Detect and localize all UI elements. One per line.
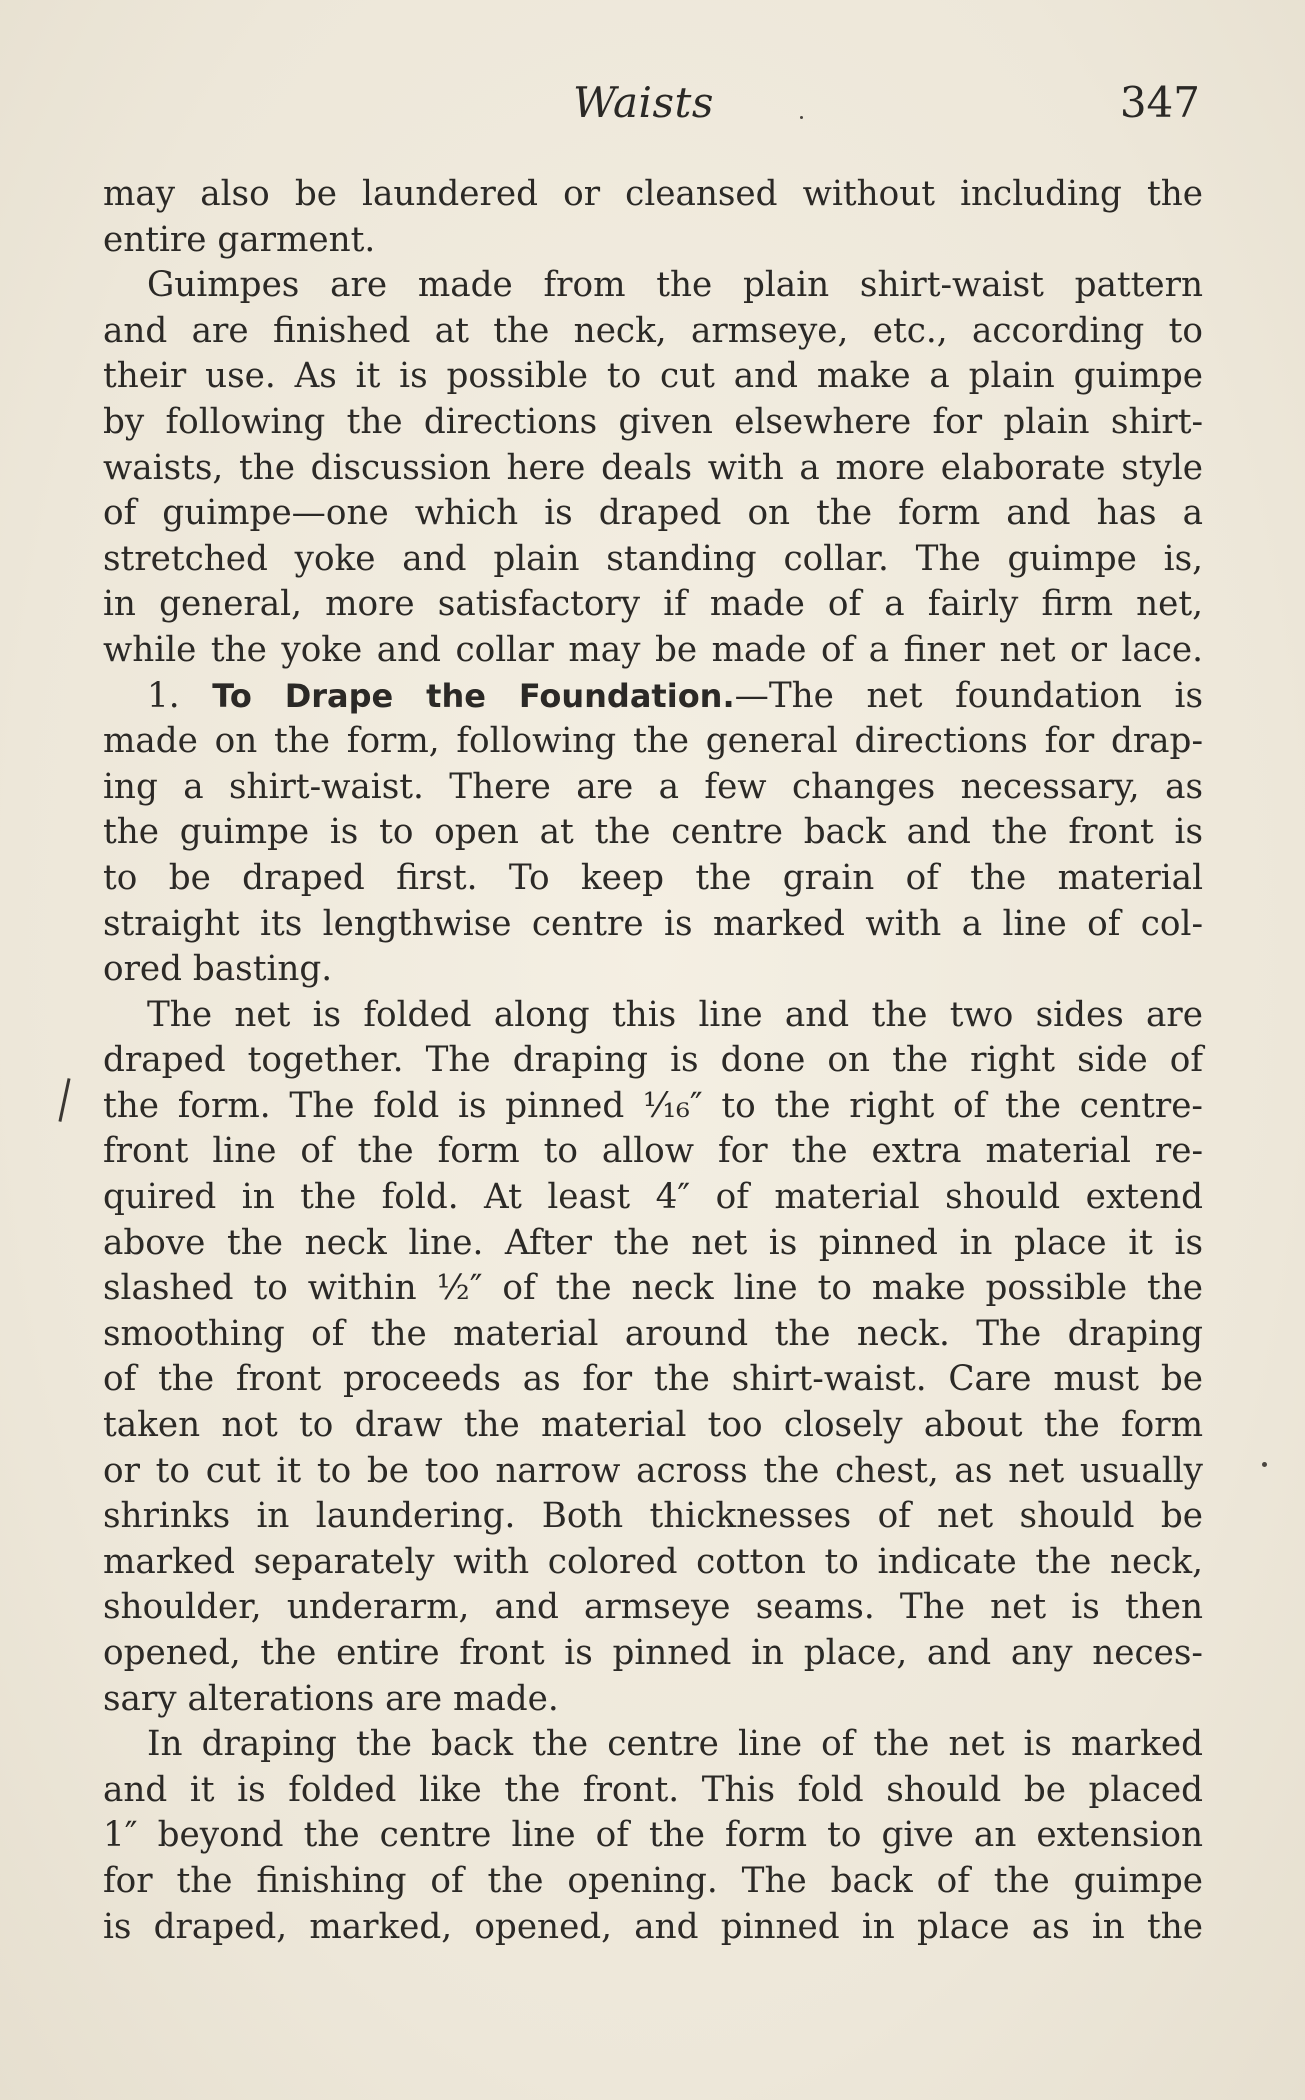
text-line: Guimpes are made from the plain shirt-waist pattern bbox=[147, 265, 1203, 306]
text-line: draped together. The draping is done on the right side of bbox=[103, 1040, 1203, 1081]
section-heading: To Drape the Foundation. bbox=[212, 676, 735, 715]
text-line: may also be laundered or cleansed without including the bbox=[103, 174, 1203, 214]
text-line: ing a shirt-waist. There are a few changes necessary, as bbox=[103, 766, 1203, 807]
text-line: the form. The fold is pinned ¹⁄₁₆″ to the right of the centre- bbox=[103, 1085, 1203, 1126]
ink-speck bbox=[1262, 1462, 1267, 1467]
text-run: —The net foundation is bbox=[734, 675, 1204, 716]
text-line: front line of the form to allow for the extra material re- bbox=[103, 1131, 1203, 1172]
text-line: slashed to within ½″ of the neck line to make possible the bbox=[103, 1268, 1203, 1309]
text-line: and are finished at the neck, armseye, etc., according to bbox=[103, 310, 1203, 351]
text-line: shoulder, underarm, and armseye seams. The net is then bbox=[103, 1587, 1203, 1628]
text-line: shrinks in laundering. Both thicknesses of net should be bbox=[103, 1496, 1203, 1537]
text-line: the guimpe is to open at the centre back and the front is bbox=[103, 812, 1203, 853]
text-line: waists, the discussion here deals with a more elaborate style bbox=[103, 447, 1203, 488]
text-line: In draping the back the centre line of the net is marked bbox=[147, 1724, 1203, 1765]
text-line: opened, the entire front is pinned in place, and any neces- bbox=[103, 1633, 1203, 1673]
text-line: stretched yoke and plain standing collar. The guimpe is, bbox=[103, 538, 1203, 579]
text-line: made on the form, following the general directions for drap- bbox=[103, 721, 1203, 762]
section-heading-line bbox=[103, 674, 1203, 720]
running-title: Waists bbox=[573, 78, 714, 127]
pencil-margin-mark bbox=[58, 1078, 70, 1122]
text-line: marked separately with colored cotton to indicate the neck, bbox=[103, 1541, 1203, 1582]
text-line: ored basting. bbox=[103, 949, 333, 990]
page-number: 347 bbox=[1119, 78, 1200, 127]
text-line: of the front proceeds as for the shirt-waist. Care must be bbox=[103, 1359, 1203, 1400]
ink-speck bbox=[800, 116, 803, 119]
text-line: of guimpe—one which is draped on the form and has a bbox=[103, 493, 1203, 534]
text-line: above the neck line. After the net is pinned in place it is bbox=[103, 1222, 1203, 1263]
text-line: by following the directions given elsewhere for plain shirt- bbox=[103, 401, 1203, 442]
text-line: taken not to draw the material too closely about the form bbox=[103, 1405, 1203, 1446]
text-line: to be draped first. To keep the grain of the material bbox=[103, 857, 1203, 898]
text-line: 1″ beyond the centre line of the form to give an extension bbox=[103, 1815, 1203, 1856]
text-line: their use. As it is possible to cut and make a plain guimpe bbox=[103, 356, 1203, 397]
text-line: and it is folded like the front. This fold should be placed bbox=[103, 1769, 1203, 1810]
body-text bbox=[103, 172, 1203, 1950]
text-line: is draped, marked, opened, and pinned in place as in the bbox=[103, 1906, 1203, 1947]
text-line: quired in the fold. At least 4″ of material should extend bbox=[103, 1177, 1203, 1218]
text-line: smoothing of the material around the neck. The draping bbox=[103, 1313, 1203, 1354]
running-head bbox=[103, 78, 1200, 138]
text-line: in general, more satisfactory if made of a fairly firm net, bbox=[103, 584, 1203, 625]
text-line: entire garment. bbox=[103, 219, 376, 260]
text-line: while the yoke and collar may be made of a finer net or lace. bbox=[103, 629, 1203, 670]
text-line: straight its lengthwise centre is marked with a line of col- bbox=[103, 903, 1203, 944]
text-line: sary alterations are made. bbox=[103, 1678, 559, 1719]
text-line: or to cut it to be too narrow across the chest, as net usually bbox=[103, 1450, 1203, 1491]
text-line: for the finishing of the opening. The back of the guimpe bbox=[103, 1860, 1203, 1901]
section-number: 1. bbox=[147, 675, 180, 716]
text-line: The net is folded along this line and the two sides are bbox=[147, 994, 1203, 1035]
